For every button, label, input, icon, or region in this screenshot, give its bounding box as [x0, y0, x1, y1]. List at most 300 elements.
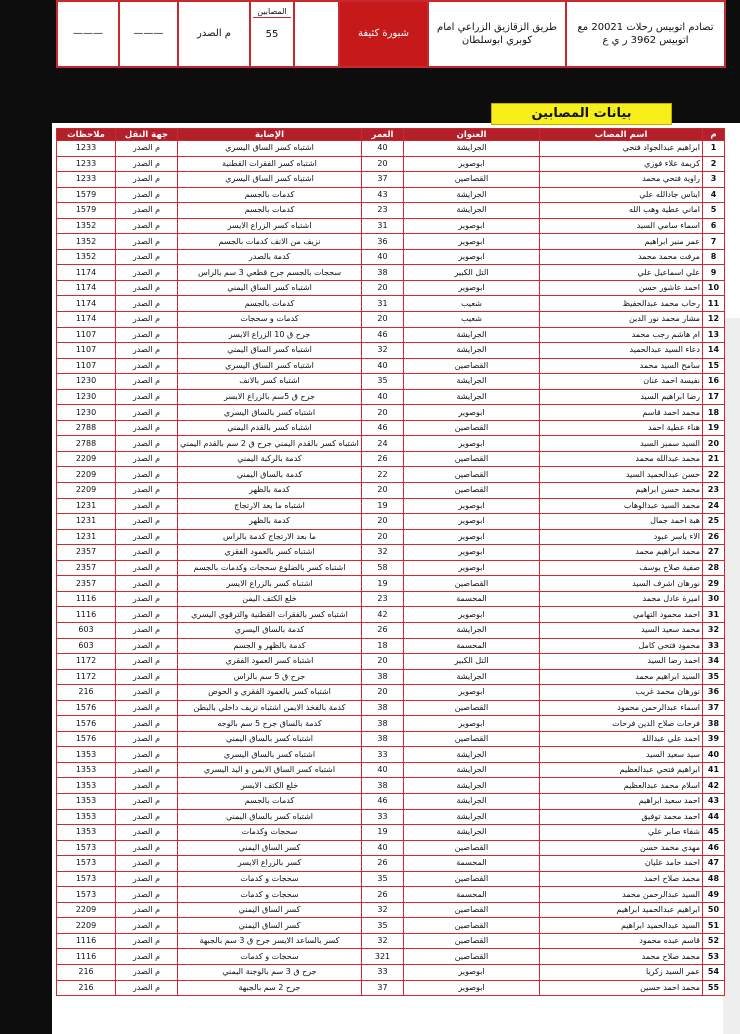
table-row — [57, 467, 725, 483]
table-row — [57, 607, 725, 623]
notes-cell: 1579 — [57, 203, 116, 219]
notes-cell: 1353 — [57, 762, 116, 778]
injury-cell: اشتباه كسر الزراع الايسر — [178, 218, 362, 234]
summary-notes: ——— — [57, 1, 119, 67]
table-body — [57, 141, 725, 996]
notes-cell: 1576 — [57, 716, 116, 732]
address-cell: ابوصوير — [404, 405, 540, 421]
injury-cell: اشتباه كسر الساق اليمني — [178, 280, 362, 296]
address-cell: القصاصين — [404, 949, 540, 965]
age-cell: 26 — [362, 856, 404, 872]
age-cell: 26 — [362, 887, 404, 903]
notes-cell: 216 — [57, 980, 116, 996]
row-number: 35 — [703, 669, 725, 685]
row-number: 26 — [703, 529, 725, 545]
injury-cell: جرح ق 5 سم بالراس — [178, 669, 362, 685]
injury-cell: كدمات بالجسم — [178, 793, 362, 809]
name-cell: هبة احمد جمال — [540, 514, 703, 530]
injury-cell: اشتباه كسر بالعمود الفقري — [178, 545, 362, 561]
header-transport: جهة النقل — [116, 129, 178, 141]
injured-table — [56, 128, 725, 996]
transport-cell: م الصدر — [116, 545, 178, 561]
row-number: 6 — [703, 218, 725, 234]
row-number: 3 — [703, 172, 725, 188]
age-cell: 35 — [362, 918, 404, 934]
name-cell: محمد حسن ابراهيم — [540, 483, 703, 499]
table-row — [57, 949, 725, 965]
injury-cell: سحجات و كدمات — [178, 871, 362, 887]
row-number: 17 — [703, 389, 725, 405]
name-cell: محمد عبدالله محمد — [540, 451, 703, 467]
age-cell: 40 — [362, 389, 404, 405]
transport-cell: م الصدر — [116, 156, 178, 172]
age-cell: 38 — [362, 731, 404, 747]
address-cell: ابوصوير — [404, 436, 540, 452]
injury-cell: ما بعد الارتجاج كدمة بالراس — [178, 529, 362, 545]
transport-cell: م الصدر — [116, 249, 178, 265]
address-cell: القصاصين — [404, 451, 540, 467]
injury-cell: اشتباه كسر الساق اليسري — [178, 358, 362, 374]
row-number: 12 — [703, 312, 725, 328]
age-cell: 19 — [362, 825, 404, 841]
address-cell: القصاصين — [404, 576, 540, 592]
transport-cell: م الصدر — [116, 700, 178, 716]
injury-cell: اشتباه كسر الفقرات القطنية — [178, 156, 362, 172]
notes-cell: 1353 — [57, 778, 116, 794]
header-injury: الإصابة — [178, 129, 362, 141]
name-cell: محمد صلاح محمد — [540, 949, 703, 965]
notes-cell: 1353 — [57, 809, 116, 825]
address-cell: الجرايشة — [404, 762, 540, 778]
address-cell: الجرايشة — [404, 809, 540, 825]
address-cell: ابوصوير — [404, 514, 540, 530]
injury-cell: اشتباه كسر بالقدم اليمني — [178, 420, 362, 436]
injury-cell: اشتباه كسر الساق اليمني — [178, 343, 362, 359]
transport-cell: م الصدر — [116, 576, 178, 592]
transport-cell: م الصدر — [116, 280, 178, 296]
injury-cell: اشتباه ما بعد الارتجاج — [178, 498, 362, 514]
age-cell: 32 — [362, 902, 404, 918]
injury-cell: كدمات بالجسم — [178, 296, 362, 312]
notes-cell: 1352 — [57, 249, 116, 265]
transport-cell: م الصدر — [116, 296, 178, 312]
injury-cell: جرح 2 سم بالجبهة — [178, 980, 362, 996]
row-number: 54 — [703, 964, 725, 980]
transport-cell: م الصدر — [116, 685, 178, 701]
transport-cell: م الصدر — [116, 607, 178, 623]
transport-cell: م الصدر — [116, 918, 178, 934]
notes-cell: 1576 — [57, 700, 116, 716]
age-cell: 38 — [362, 778, 404, 794]
row-number: 8 — [703, 249, 725, 265]
notes-cell: 1116 — [57, 933, 116, 949]
transport-cell: م الصدر — [116, 560, 178, 576]
name-cell: احمد محمود التهامي — [540, 607, 703, 623]
injury-cell: اشتباه كسر بالضلوع سحجات وكدمات بالجسم — [178, 560, 362, 576]
notes-cell: 1576 — [57, 731, 116, 747]
table-row — [57, 234, 725, 250]
row-number: 30 — [703, 591, 725, 607]
address-cell: الجرايشة — [404, 141, 540, 157]
table-row — [57, 825, 725, 841]
row-number: 1 — [703, 141, 725, 157]
transport-cell: م الصدر — [116, 654, 178, 670]
row-number: 29 — [703, 576, 725, 592]
table-row — [57, 312, 725, 328]
row-number: 28 — [703, 560, 725, 576]
injury-cell: كسر الساق اليمني — [178, 918, 362, 934]
address-cell: ابوصوير — [404, 716, 540, 732]
transport-cell: م الصدر — [116, 343, 178, 359]
row-number: 51 — [703, 918, 725, 934]
address-cell: الجرايشة — [404, 825, 540, 841]
transport-cell: م الصدر — [116, 420, 178, 436]
row-number: 43 — [703, 793, 725, 809]
address-cell: الجرايشة — [404, 389, 540, 405]
notes-cell: 1174 — [57, 296, 116, 312]
header-no: م — [703, 129, 725, 141]
age-cell: 20 — [362, 529, 404, 545]
row-number: 25 — [703, 514, 725, 530]
transport-cell: م الصدر — [116, 312, 178, 328]
injury-cell: كدمات بالجسم — [178, 203, 362, 219]
table-header-row — [57, 129, 725, 141]
name-cell: كريمة علاء فوزي — [540, 156, 703, 172]
row-number: 9 — [703, 265, 725, 281]
age-cell: 20 — [362, 514, 404, 530]
injury-cell: كسر بالساعد الايسر جرح ق 3 سم بالجبهة — [178, 933, 362, 949]
transport-cell: م الصدر — [116, 498, 178, 514]
address-cell: ابوصوير — [404, 545, 540, 561]
notes-cell: 1231 — [57, 529, 116, 545]
age-cell: 37 — [362, 172, 404, 188]
address-cell: ابوصوير — [404, 156, 540, 172]
transport-cell: م الصدر — [116, 871, 178, 887]
row-number: 11 — [703, 296, 725, 312]
age-cell: 31 — [362, 296, 404, 312]
age-cell: 38 — [362, 265, 404, 281]
address-cell: ابوصوير — [404, 685, 540, 701]
notes-cell: 1172 — [57, 669, 116, 685]
table-row — [57, 358, 725, 374]
transport-cell: م الصدر — [116, 591, 178, 607]
injury-cell: سحجات بالجسم جرح قطعي 3 سم بالراس — [178, 265, 362, 281]
transport-cell: م الصدر — [116, 514, 178, 530]
row-number: 23 — [703, 483, 725, 499]
table-row — [57, 560, 725, 576]
name-cell: السيد ابراهيم محمد — [540, 669, 703, 685]
address-cell: الجرايشة — [404, 778, 540, 794]
name-cell: محمد السيد عبدالوهاب — [540, 498, 703, 514]
notes-cell: 603 — [57, 622, 116, 638]
notes-cell: 1233 — [57, 172, 116, 188]
row-number: 32 — [703, 622, 725, 638]
injury-cell: كدمات و سحجات — [178, 312, 362, 328]
summary-count-cell — [250, 1, 294, 67]
address-cell: الجرايشة — [404, 374, 540, 390]
transport-cell: م الصدر — [116, 358, 178, 374]
address-cell: المحسمة — [404, 638, 540, 654]
address-cell: الجرايشة — [404, 343, 540, 359]
name-cell: محمد صلاح احمد — [540, 871, 703, 887]
name-cell: اماني عطية وهب الله — [540, 203, 703, 219]
name-cell: رحاب محمد عبدالحفيظ — [540, 296, 703, 312]
notes-cell: 1573 — [57, 887, 116, 903]
age-cell: 20 — [362, 483, 404, 499]
address-cell: ابوصوير — [404, 234, 540, 250]
name-cell: اسماء سامي السيد — [540, 218, 703, 234]
injury-cell: خلع الكتف اليمن — [178, 591, 362, 607]
name-cell: السيد سمير السيد — [540, 436, 703, 452]
age-cell: 33 — [362, 809, 404, 825]
transport-cell: م الصدر — [116, 141, 178, 157]
age-cell: 40 — [362, 358, 404, 374]
name-cell: احمد علي عبدالله — [540, 731, 703, 747]
summary-blank — [294, 1, 339, 67]
notes-cell: 2209 — [57, 902, 116, 918]
injury-cell: كدمة بالظهر و الجسم — [178, 638, 362, 654]
table-row — [57, 498, 725, 514]
address-cell: القصاصين — [404, 358, 540, 374]
transport-cell: م الصدر — [116, 172, 178, 188]
transport-cell: م الصدر — [116, 451, 178, 467]
table-row — [57, 762, 725, 778]
transport-cell: م الصدر — [116, 980, 178, 996]
transport-cell: م الصدر — [116, 187, 178, 203]
row-number: 53 — [703, 949, 725, 965]
age-cell: 35 — [362, 374, 404, 390]
injury-cell: نزيف من الانف كدمات بالجسم — [178, 234, 362, 250]
summary-description: تصادم اتوبيس رحلات 20021 مع اتوبيس 3962 ر ي ع — [566, 1, 725, 67]
address-cell: ابوصوير — [404, 280, 540, 296]
row-number: 39 — [703, 731, 725, 747]
notes-cell: 1353 — [57, 825, 116, 841]
row-number: 21 — [703, 451, 725, 467]
address-cell: الجرايشة — [404, 187, 540, 203]
notes-cell: 1352 — [57, 234, 116, 250]
notes-cell: 216 — [57, 685, 116, 701]
table-row — [57, 871, 725, 887]
notes-cell: 1233 — [57, 156, 116, 172]
injury-cell: اشتباه كسر العمود الفقري — [178, 654, 362, 670]
notes-cell: 216 — [57, 964, 116, 980]
name-cell: اسماء عبدالرحمن محمود — [540, 700, 703, 716]
transport-cell: م الصدر — [116, 825, 178, 841]
address-cell: المحسمة — [404, 856, 540, 872]
table-row — [57, 451, 725, 467]
row-number: 49 — [703, 887, 725, 903]
address-cell: ابوصوير — [404, 964, 540, 980]
injury-cell: اشتباه كسر بالساق اليمني — [178, 731, 362, 747]
row-number: 27 — [703, 545, 725, 561]
table-row — [57, 778, 725, 794]
transport-cell: م الصدر — [116, 887, 178, 903]
transport-cell: م الصدر — [116, 529, 178, 545]
table-row — [57, 669, 725, 685]
age-cell: 23 — [362, 203, 404, 219]
row-number: 45 — [703, 825, 725, 841]
age-cell: 20 — [362, 312, 404, 328]
address-cell: ابوصوير — [404, 249, 540, 265]
transport-cell: م الصدر — [116, 933, 178, 949]
age-cell: 19 — [362, 576, 404, 592]
row-number: 41 — [703, 762, 725, 778]
name-cell: حسن عبدالحميد السيد — [540, 467, 703, 483]
row-number: 20 — [703, 436, 725, 452]
age-cell: 46 — [362, 420, 404, 436]
summary-count-header: المصابين — [253, 7, 291, 18]
address-cell: الجرايشة — [404, 327, 540, 343]
table-row — [57, 172, 725, 188]
row-number: 10 — [703, 280, 725, 296]
name-cell: نورهان محمد غريب — [540, 685, 703, 701]
injury-cell: كدمة بالساق اليمني — [178, 467, 362, 483]
row-number: 34 — [703, 654, 725, 670]
notes-cell: 2209 — [57, 451, 116, 467]
table-row — [57, 483, 725, 499]
table-row — [57, 685, 725, 701]
table-row — [57, 296, 725, 312]
notes-cell: 1579 — [57, 187, 116, 203]
table-row — [57, 545, 725, 561]
injury-cell: اشتباه كسر الساق اليسري — [178, 172, 362, 188]
transport-cell: م الصدر — [116, 327, 178, 343]
age-cell: 18 — [362, 638, 404, 654]
transport-cell: م الصدر — [116, 840, 178, 856]
table-row — [57, 514, 725, 530]
notes-cell: 2209 — [57, 467, 116, 483]
address-cell: ابوصوير — [404, 560, 540, 576]
notes-cell: 2209 — [57, 918, 116, 934]
address-cell: التل الكبير — [404, 654, 540, 670]
transport-cell: م الصدر — [116, 747, 178, 763]
address-cell: ابوصوير — [404, 529, 540, 545]
table-row — [57, 918, 725, 934]
age-cell: 36 — [362, 234, 404, 250]
address-cell: القصاصين — [404, 700, 540, 716]
name-cell: نفيسة احمد عنان — [540, 374, 703, 390]
age-cell: 32 — [362, 545, 404, 561]
notes-cell: 2357 — [57, 560, 116, 576]
age-cell: 32 — [362, 343, 404, 359]
address-cell: القصاصين — [404, 172, 540, 188]
notes-cell: 2788 — [57, 436, 116, 452]
row-number: 55 — [703, 980, 725, 996]
row-number: 36 — [703, 685, 725, 701]
injury-cell: سحجات و كدمات — [178, 949, 362, 965]
name-cell: احمد محمد توفيق — [540, 809, 703, 825]
injury-cell: اشتباه كسر بالساق اليسري — [178, 405, 362, 421]
transport-cell: م الصدر — [116, 856, 178, 872]
injury-cell: كسر بالزراع الايسر — [178, 856, 362, 872]
age-cell: 321 — [362, 949, 404, 965]
row-number: 47 — [703, 856, 725, 872]
name-cell: راوية فتحي محمد — [540, 172, 703, 188]
name-cell: نورهان اشرف السيد — [540, 576, 703, 592]
notes-cell: 1230 — [57, 374, 116, 390]
age-cell: 38 — [362, 669, 404, 685]
name-cell: ام هاشم رجب محمد — [540, 327, 703, 343]
injury-cell: اشتباه كسر بالزراع الايسر — [178, 576, 362, 592]
table-row — [57, 436, 725, 452]
table-row — [57, 343, 725, 359]
injury-cell: سحجات و كدمات — [178, 887, 362, 903]
table-row — [57, 218, 725, 234]
age-cell: 33 — [362, 964, 404, 980]
name-cell: عمر السيد زكريا — [540, 964, 703, 980]
name-cell: فرحات صلاح الدين فرحات — [540, 716, 703, 732]
address-cell: القصاصين — [404, 902, 540, 918]
address-cell: ابوصوير — [404, 498, 540, 514]
address-cell: القصاصين — [404, 731, 540, 747]
name-cell: اسلام محمد عبدالعظيم — [540, 778, 703, 794]
injury-cell: اشتباه كسر بالساق اليسري — [178, 747, 362, 763]
table-row — [57, 576, 725, 592]
transport-cell: م الصدر — [116, 436, 178, 452]
header-name: اسم المصاب — [540, 129, 703, 141]
row-number: 4 — [703, 187, 725, 203]
address-cell: القصاصين — [404, 467, 540, 483]
section-title: بيانات المصابين — [491, 103, 672, 125]
age-cell: 37 — [362, 980, 404, 996]
row-number: 33 — [703, 638, 725, 654]
name-cell: علي اسماعيل علي — [540, 265, 703, 281]
transport-cell: م الصدر — [116, 467, 178, 483]
row-number: 14 — [703, 343, 725, 359]
address-cell: ابوصوير — [404, 980, 540, 996]
name-cell: عمر منير ابراهيم — [540, 234, 703, 250]
notes-cell: 1233 — [57, 141, 116, 157]
name-cell: مرفت محمد محمد — [540, 249, 703, 265]
notes-cell: 603 — [57, 638, 116, 654]
table-row — [57, 203, 725, 219]
age-cell: 40 — [362, 762, 404, 778]
name-cell: احمد حامد عليان — [540, 856, 703, 872]
notes-cell: 1352 — [57, 218, 116, 234]
row-number: 15 — [703, 358, 725, 374]
table-row — [57, 716, 725, 732]
summary-status: شبورة كثيفة — [339, 1, 428, 67]
age-cell: 26 — [362, 451, 404, 467]
name-cell: السيد عبدالحميد ابراهيم — [540, 918, 703, 934]
header-address: العنوان — [404, 129, 540, 141]
injury-cell: اشتباه كسر الساق الايمن و اليد اليسري — [178, 762, 362, 778]
address-cell: القصاصين — [404, 483, 540, 499]
row-number: 38 — [703, 716, 725, 732]
name-cell: دعاء السيد عبدالحميد — [540, 343, 703, 359]
age-cell: 32 — [362, 933, 404, 949]
table-row — [57, 622, 725, 638]
injury-cell: كسر الساق اليمني — [178, 840, 362, 856]
injury-cell: كدمات بالجسم — [178, 187, 362, 203]
age-cell: 46 — [362, 327, 404, 343]
age-cell: 19 — [362, 498, 404, 514]
age-cell: 23 — [362, 591, 404, 607]
notes-cell: 1116 — [57, 949, 116, 965]
injury-cell: كدمة بالساق اليسري — [178, 622, 362, 638]
injury-cell: كدمة بالصدر — [178, 249, 362, 265]
table-row — [57, 933, 725, 949]
injury-cell: اشتباه كسر الساق اليسري — [178, 141, 362, 157]
address-cell: القصاصين — [404, 871, 540, 887]
row-number: 50 — [703, 902, 725, 918]
row-number: 46 — [703, 840, 725, 856]
name-cell: مشار محمد نور الدين — [540, 312, 703, 328]
table-row — [57, 747, 725, 763]
injury-cell: اشتباه كسر بالفقرات القطنية والترقوي اليسري — [178, 607, 362, 623]
transport-cell: م الصدر — [116, 762, 178, 778]
injury-cell: كدمة بالظهر — [178, 514, 362, 530]
